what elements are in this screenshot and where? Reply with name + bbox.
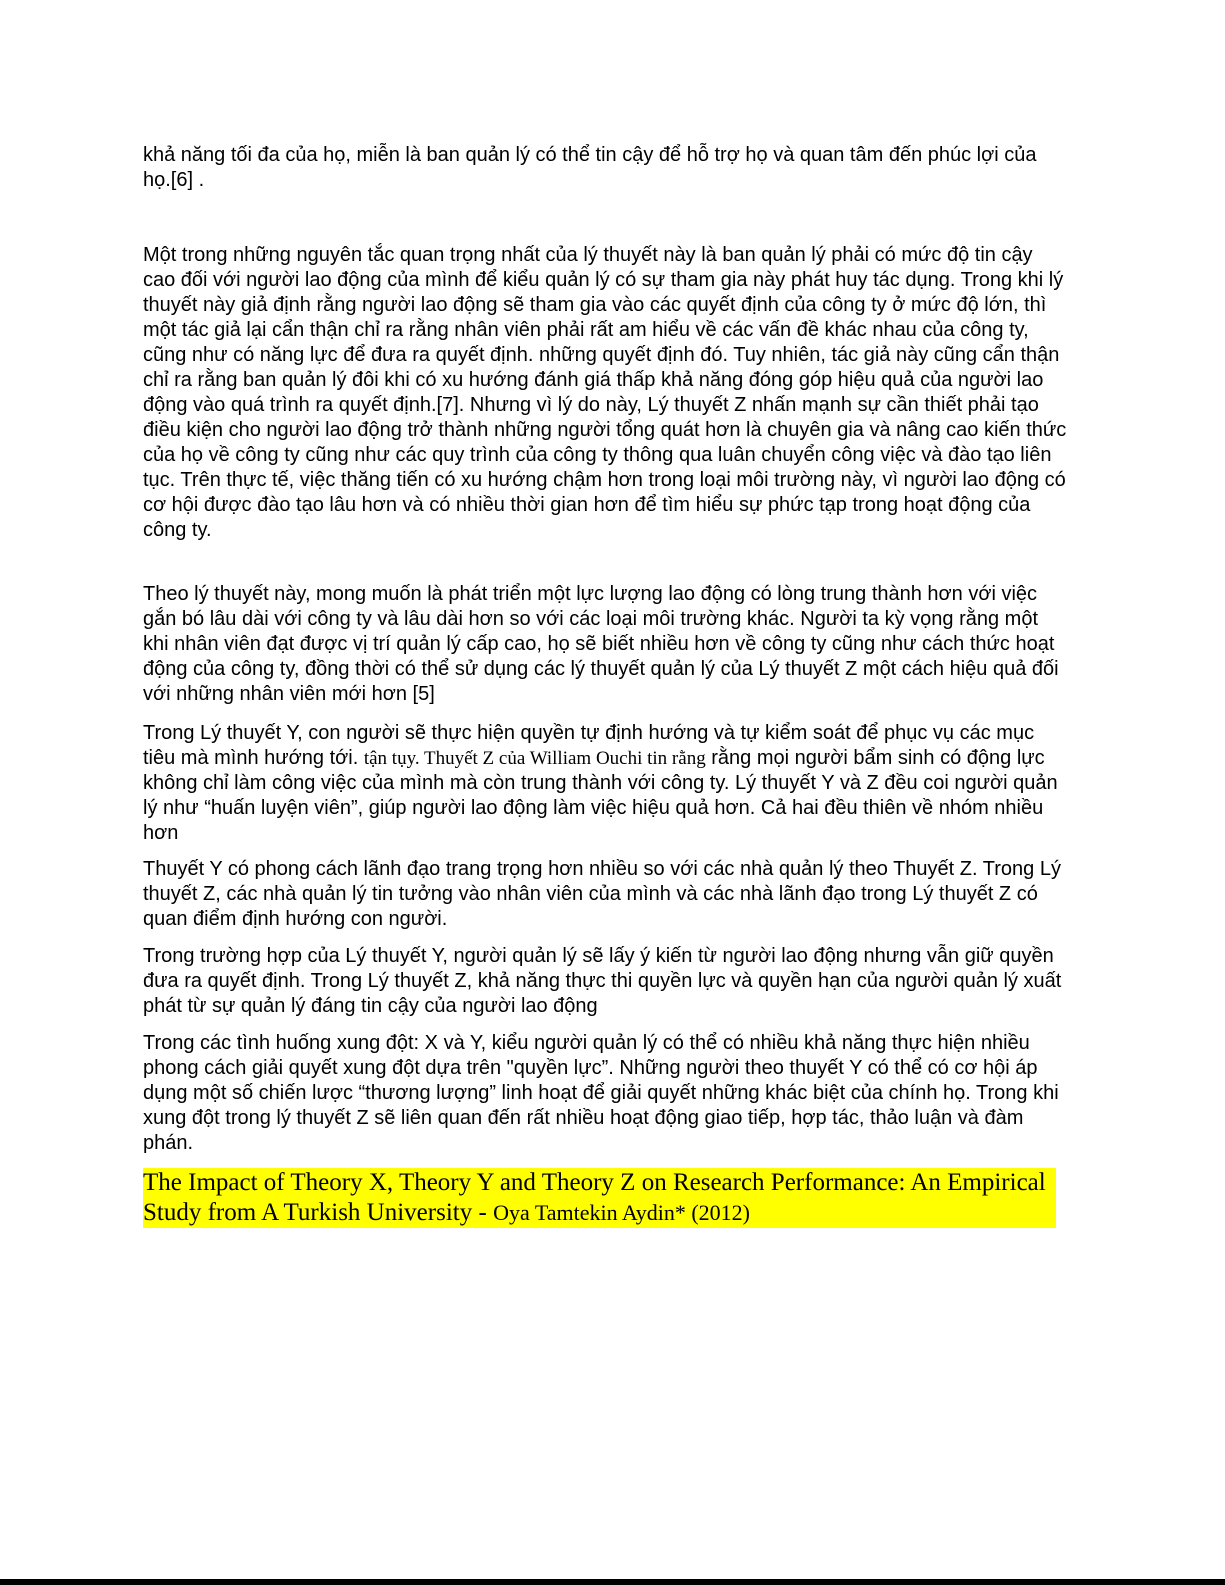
page-bottom-rule: [0, 1579, 1225, 1585]
paragraph-7: Trong các tình huống xung đột: X và Y, kiểu người quản lý có thể có nhiều khả năng thực hiện nhiều phong cách giải quyết xung đột dựa trên "quyền lực”. Những người theo thuyết Y có thể có cơ hội áp dụng một số chiến lược “thương lượng” linh hoạt để giải quyết những khác biệt của chính họ. Trong khi xung đột trong lý thuyết Z sẽ liên quan đến rất nhiều hoạt động giao tiếp, hợp tác, thảo luận và đàm phán.: [143, 1032, 1059, 1154]
paragraph-5: Thuyết Y có phong cách lãnh đạo trang trọng hơn nhiều so với các nhà quản lý theo Thuyết Z. Trong Lý thuyết Z, các nhà quản lý tin tưởng vào nhân viên của mình và các nhà lãnh đạo trong Lý thuyết Z có quan điểm định hướng con người.: [143, 858, 1061, 930]
paragraph-4-serif-fragment: tận tụy. Thuyết Z của William Ouchi tin rằng: [363, 748, 706, 769]
paragraph-4-start: Trong Lý thuyết Y, con người sẽ thực hiện quyền tự định hướng và tự kiểm soát để phục vụ các mục tiêu mà mình hướng tới.: [143, 722, 1035, 769]
paragraph-4: [143, 721, 1068, 846]
paragraph-2: Một trong những nguyên tắc quan trọng nhất của lý thuyết này là ban quản lý phải có mức độ tin cậy cao đối với người lao động của mình để kiểu quản lý có sự tham gia này phát huy tác dụng. Trong khi lý thuyết này giả định rằng người lao động sẽ tham gia vào các quyết định của công ty ở mức độ lớn, thì một tác giả lại cẩn thận chỉ ra rằng nhân viên phải rất am hiểu về các vấn đề khác nhau của công ty, cũng như có năng lực để đưa ra quyết định. những quyết định đó. Tuy nhiên, tác giả này cũng cẩn thận chỉ ra rằng ban quản lý đôi khi có xu hướng đánh giá thấp khả năng đóng góp hiệu quả của người lao động vào quá trình ra quyết định.[7]. Nhưng vì lý do này, Lý thuyết Z nhấn mạnh sự cần thiết phải tạo điều kiện cho người lao động trở thành những người tổng quát hơn là chuyên gia và nâng cao kiến thức của họ về công ty cũng như các quy trình của công ty thông qua luân chuyển công việc và đào tạo liên tục. Trên thực tế, việc thăng tiến có xu hướng chậm hơn trong loại môi trường này, vì người lao động có cơ hội được đào tạo lâu hơn và có nhiều thời gian hơn để tìm hiểu sự phức tạp trong hoạt động của công ty.: [143, 244, 1067, 541]
reference-title: The Impact of Theory X, Theory Y and Theory Z on Research Performance: An Empirical Study from A Turkish University -: [143, 1169, 1046, 1226]
reference-citation: [143, 1168, 1056, 1228]
reference-author: Oya Tamtekin Aydin* (2012): [493, 1200, 751, 1225]
paragraph-4-end: rằng mọi người bẩm sinh có động lực không chỉ làm công việc của mình mà còn trung thành với công ty. Lý thuyết Y và Z đều coi người quản lý như “huấn luyện viên”, giúp người lao động làm việc hiệu quả hơn. Cả hai đều thiên về nhóm nhiều hơn: [143, 747, 1058, 844]
paragraph-6: Trong trường hợp của Lý thuyết Y, người quản lý sẽ lấy ý kiến từ người lao động nhưng vẫn giữ quyền đưa ra quyết định. Trong Lý thuyết Z, khả năng thực thi quyền lực và quyền hạn của người quản lý xuất phát từ sự quản lý đáng tin cậy của người lao động: [143, 945, 1062, 1017]
paragraph-1: khả năng tối đa của họ, miễn là ban quản lý có thể tin cậy để hỗ trợ họ và quan tâm đến phúc lợi của họ.[6] .: [143, 144, 1037, 191]
paragraph-3: Theo lý thuyết này, mong muốn là phát triển một lực lượng lao động có lòng trung thành hơn với việc gắn bó lâu dài với công ty và lâu dài hơn so với các loại môi trường khác. Người ta kỳ vọng rằng một khi nhân viên đạt được vị trí quản lý cấp cao, họ sẽ biết nhiều hơn về công ty cũng như cách thức hoạt động của công ty, đồng thời có thể sử dụng các lý thuyết quản lý của Lý thuyết Z một cách hiệu quả đối với những nhân viên mới hơn [5]: [143, 583, 1059, 705]
